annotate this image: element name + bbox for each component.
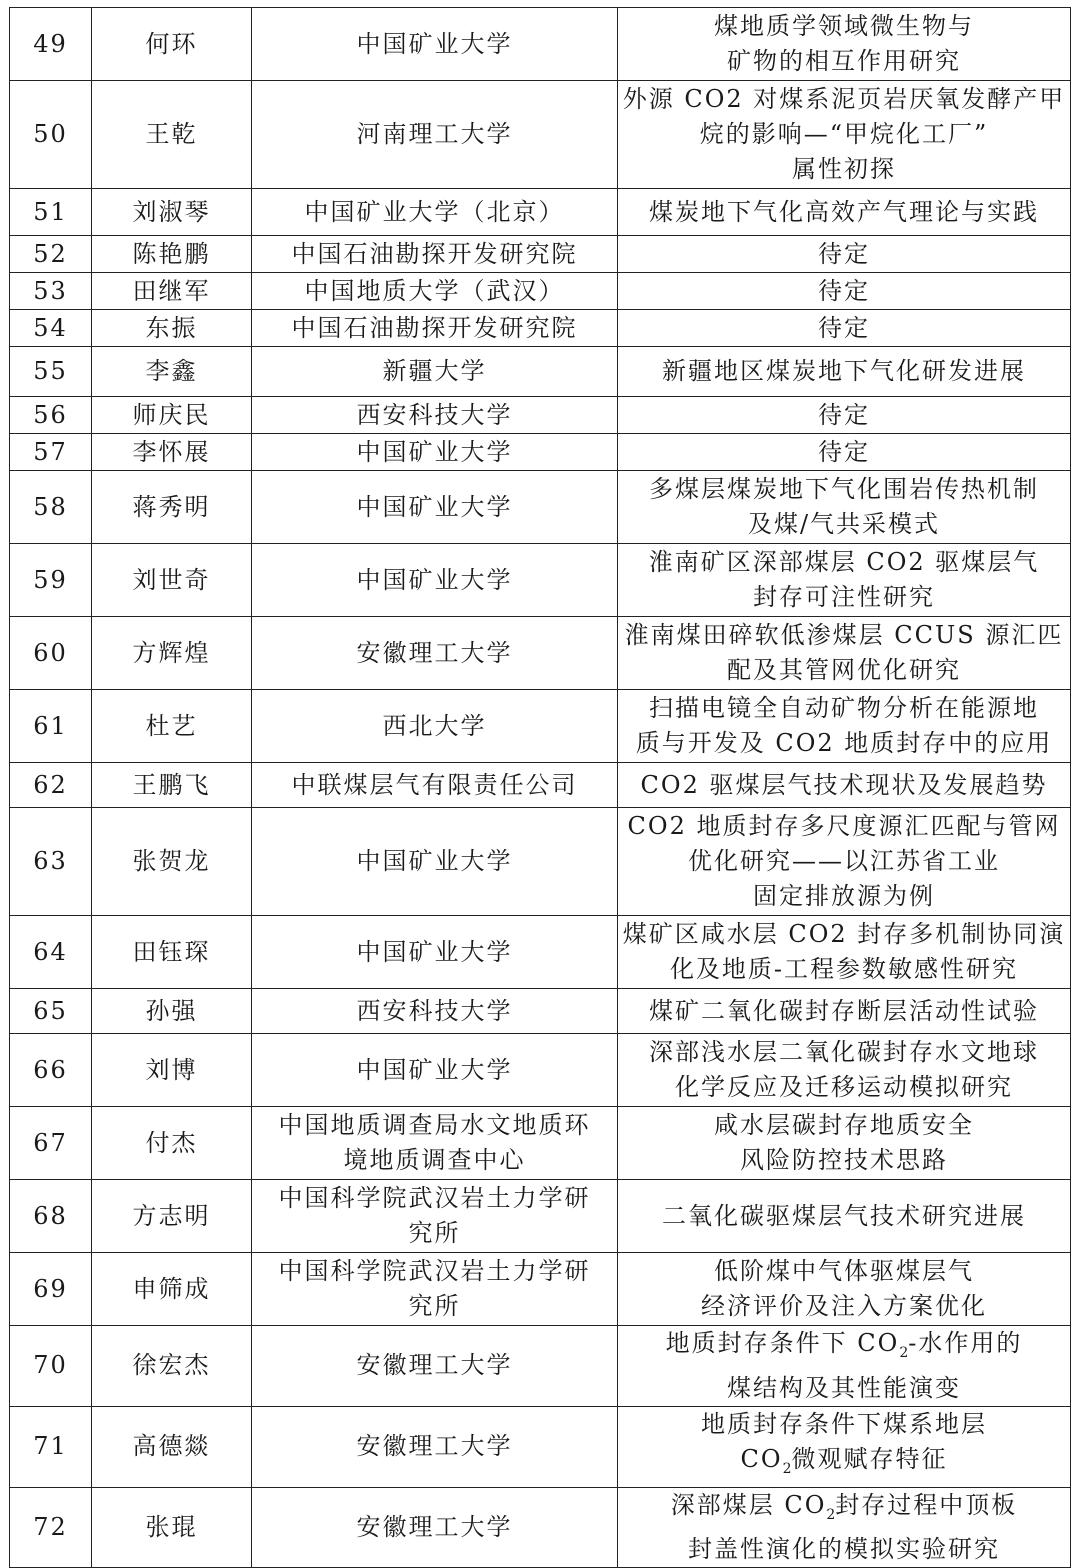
organization-line: 中国石油勘探开发研究院 [291, 239, 578, 268]
report-topic [618, 434, 1071, 471]
topic-text: 待定 [818, 276, 870, 305]
speaker-name: 师庆民 [92, 397, 252, 434]
report-topic [618, 347, 1071, 397]
organization-line: 中国矿业大学 [356, 492, 513, 521]
row-number: 63 [10, 808, 92, 916]
subscript-text: 2 [899, 1344, 909, 1361]
table-row [10, 347, 1071, 397]
row-number: 50 [10, 81, 92, 189]
topic-text: 淮南煤田碎软低渗煤层 CCUS 源汇匹 [624, 621, 1064, 649]
report-topic [618, 471, 1071, 544]
topic-text: 质与开发及 CO2 地质封存中的应用 [635, 729, 1053, 757]
topic-text: 新疆地区煤炭地下气化研发进展 [662, 357, 1026, 385]
organization-line: 中国矿业大学 [356, 565, 513, 594]
report-topic [618, 763, 1071, 808]
topic-line [622, 726, 1066, 761]
speaker-organization [252, 808, 618, 916]
topic-line [622, 1407, 1066, 1442]
table-row [10, 397, 1071, 434]
speaker-organization [252, 1487, 618, 1568]
row-number: 64 [10, 916, 92, 989]
speaker-organization [252, 397, 618, 434]
table-row [10, 8, 1071, 81]
topic-text: 封盖性演化的模拟实验研究 [688, 1535, 1000, 1564]
topic-text: 待定 [818, 400, 870, 429]
topic-text: 煤地质学领域微生物与 [714, 12, 974, 40]
table-row [10, 273, 1071, 310]
report-topic [618, 617, 1071, 690]
table-row [10, 471, 1071, 544]
table-row [10, 763, 1071, 808]
row-number: 70 [10, 1326, 92, 1407]
speaker-organization [252, 544, 618, 617]
topic-line [622, 691, 1066, 726]
speaker-organization [252, 273, 618, 310]
speaker-name: 张琨 [92, 1487, 252, 1568]
row-number: 52 [10, 236, 92, 273]
report-topic [618, 273, 1071, 310]
row-number: 55 [10, 347, 92, 397]
table-row [10, 81, 1071, 189]
speaker-organization [252, 434, 618, 471]
row-number: 60 [10, 617, 92, 690]
speaker-organization [252, 1406, 618, 1487]
speaker-name: 陈艳鹏 [92, 236, 252, 273]
table-row [10, 1180, 1071, 1253]
subscript-text: 2 [782, 1460, 792, 1477]
topic-line [622, 1199, 1066, 1234]
speaker-organization [252, 8, 618, 81]
speaker-organization [252, 347, 618, 397]
topic-line [622, 952, 1066, 987]
topic-text: 深部煤层 CO [670, 1490, 827, 1519]
speaker-organization [252, 81, 618, 189]
topic-line [622, 117, 1066, 152]
speaker-organization [252, 690, 618, 763]
topic-line [622, 1070, 1066, 1105]
topic-text: 煤矿二氧化碳封存断层活动性试验 [649, 996, 1039, 1025]
roster-body [10, 8, 1071, 1568]
organization-line: 安徽理工大学 [356, 1512, 513, 1541]
speaker-name: 王乾 [92, 81, 252, 189]
report-topic [618, 1180, 1071, 1253]
row-number: 53 [10, 273, 92, 310]
topic-line [622, 1289, 1066, 1324]
speaker-name: 李鑫 [92, 347, 252, 397]
topic-line [622, 311, 1066, 346]
organization-line: 中国地质调查局水文地质环 [278, 1111, 591, 1139]
topic-line [622, 237, 1066, 272]
speaker-organization [252, 763, 618, 808]
organization-line: 新疆大学 [382, 357, 487, 385]
speaker-name: 刘淑琴 [92, 189, 252, 236]
report-topic [618, 1253, 1071, 1326]
topic-line [622, 1488, 1066, 1533]
topic-text: 淮南矿区深部煤层 CO2 驱煤层气 [648, 548, 1040, 576]
speaker-name: 高德燚 [92, 1406, 252, 1487]
row-number: 59 [10, 544, 92, 617]
speaker-organization [252, 1326, 618, 1407]
row-number: 58 [10, 471, 92, 544]
report-topic [618, 310, 1071, 347]
topic-text: 优化研究——以江苏省工业 [688, 847, 1000, 875]
topic-text: 外源 CO2 对煤系泥页岩厌氧发酵产甲 [622, 85, 1066, 113]
topic-line [622, 653, 1066, 688]
report-topic [618, 989, 1071, 1034]
row-number: 66 [10, 1034, 92, 1107]
topic-line [622, 472, 1066, 507]
topic-text: 化及地质-工程参数敏感性研究 [669, 955, 1019, 983]
topic-line [622, 274, 1066, 309]
topic-text: CO2 驱煤层气技术现状及发展趋势 [640, 770, 1048, 799]
topic-text: 经济评价及注入方案优化 [701, 1292, 987, 1320]
topic-line [622, 195, 1066, 230]
topic-text: 封存过程中顶板 [835, 1490, 1018, 1519]
table-row [10, 1406, 1071, 1487]
speaker-name: 杜艺 [92, 690, 252, 763]
topic-line [622, 1532, 1066, 1567]
speaker-organization [252, 310, 618, 347]
report-topic [618, 808, 1071, 916]
topic-line [622, 398, 1066, 433]
speaker-name: 付杰 [92, 1107, 252, 1180]
topic-line [622, 507, 1066, 542]
speaker-name: 徐宏杰 [92, 1326, 252, 1407]
table-row [10, 808, 1071, 916]
organization-line: 中国矿业大学 [356, 1055, 513, 1084]
table-row [10, 989, 1071, 1034]
topic-text: 扫描电镜全自动矿物分析在能源地 [649, 694, 1039, 722]
row-number: 67 [10, 1107, 92, 1180]
speaker-organization [252, 1107, 618, 1180]
topic-line [622, 1442, 1066, 1487]
speaker-organization [252, 189, 618, 236]
topic-text: 煤炭地下气化高效产气理论与实践 [649, 197, 1039, 226]
topic-text: -水作用的 [908, 1329, 1023, 1357]
organization-line: 中联煤层气有限责任公司 [291, 770, 578, 799]
organization-line: 中国科学院武汉岩土力学研 [278, 1184, 591, 1212]
topic-text: 待定 [818, 239, 870, 268]
report-topic [618, 81, 1071, 189]
organization-line: 安徽理工大学 [356, 638, 513, 667]
speaker-name: 申筛成 [92, 1253, 252, 1326]
row-number: 57 [10, 434, 92, 471]
topic-text: 烷的影响—“甲烷化工厂” [699, 120, 989, 148]
topic-text: 深部浅水层二氧化碳封存水文地球 [649, 1038, 1039, 1066]
report-topic [618, 397, 1071, 434]
report-topic [618, 1034, 1071, 1107]
table-row [10, 1034, 1071, 1107]
topic-line [622, 435, 1066, 470]
topic-text: 待定 [818, 313, 870, 342]
organization-line: 中国石油勘探开发研究院 [291, 313, 578, 342]
report-topic [618, 1487, 1071, 1568]
row-number: 65 [10, 989, 92, 1034]
row-number: 69 [10, 1253, 92, 1326]
topic-text: 二氧化碳驱煤层气技术研究进展 [662, 1201, 1026, 1230]
speaker-name: 田继军 [92, 273, 252, 310]
report-topic [618, 544, 1071, 617]
topic-line [622, 152, 1066, 187]
speaker-name: 李怀展 [92, 434, 252, 471]
topic-line [622, 1108, 1066, 1143]
topic-line [622, 82, 1066, 117]
organization-line: 西安科技大学 [356, 400, 513, 429]
table-row [10, 617, 1071, 690]
table-row [10, 236, 1071, 273]
topic-line [622, 354, 1066, 389]
roster-table [9, 7, 1071, 1568]
speaker-organization [252, 1034, 618, 1107]
speaker-name: 何环 [92, 8, 252, 81]
row-number: 61 [10, 690, 92, 763]
topic-line [622, 768, 1066, 803]
row-number: 49 [10, 8, 92, 81]
topic-text: 低阶煤中气体驱煤层气 [714, 1257, 974, 1285]
topic-text: 待定 [818, 437, 870, 466]
organization-line: 中国矿业大学（北京） [304, 197, 565, 226]
speaker-name: 刘博 [92, 1034, 252, 1107]
topic-text: 及煤/气共采模式 [747, 510, 941, 538]
report-topic [618, 189, 1071, 236]
speaker-organization [252, 989, 618, 1034]
topic-line [622, 618, 1066, 653]
organization-line: 究所 [408, 1292, 461, 1320]
organization-line: 河南理工大学 [356, 120, 513, 148]
subscript-text: 2 [826, 1506, 836, 1523]
topic-text: 化学反应及迁移运动模拟研究 [675, 1073, 1013, 1101]
row-number: 62 [10, 763, 92, 808]
topic-text: 属性初探 [792, 155, 896, 183]
organization-line: 中国地质大学（武汉） [304, 276, 565, 305]
organization-line: 中国科学院武汉岩土力学研 [278, 1257, 591, 1285]
topic-line [622, 1035, 1066, 1070]
topic-text: 配及其管网优化研究 [727, 656, 961, 684]
topic-line [622, 545, 1066, 580]
report-topic [618, 8, 1071, 81]
speaker-name: 刘世奇 [92, 544, 252, 617]
report-topic [618, 1406, 1071, 1487]
speaker-name: 孙强 [92, 989, 252, 1034]
organization-line: 西北大学 [382, 711, 487, 740]
speaker-organization [252, 916, 618, 989]
table-row [10, 1326, 1071, 1407]
report-topic [618, 236, 1071, 273]
topic-text: 地质封存条件下煤系地层 [701, 1409, 987, 1438]
speaker-organization [252, 1253, 618, 1326]
organization-line: 究所 [408, 1219, 461, 1247]
organization-line: 安徽理工大学 [356, 1432, 513, 1461]
topic-text: 微观赋存特征 [791, 1444, 948, 1473]
speaker-organization [252, 617, 618, 690]
topic-line [622, 9, 1066, 44]
speaker-name: 东振 [92, 310, 252, 347]
topic-text: CO [740, 1444, 783, 1473]
topic-line [622, 917, 1066, 952]
organization-line: 中国矿业大学 [356, 847, 513, 875]
table-row [10, 1487, 1071, 1568]
topic-text: 地质封存条件下 CO [665, 1329, 900, 1357]
table-row [10, 189, 1071, 236]
topic-line [622, 580, 1066, 615]
speaker-name: 方辉煌 [92, 617, 252, 690]
organization-line: 安徽理工大学 [356, 1351, 513, 1380]
speaker-organization [252, 471, 618, 544]
topic-text: 煤结构及其性能演变 [727, 1373, 961, 1402]
topic-text: 封存可注性研究 [753, 583, 935, 611]
row-number: 56 [10, 397, 92, 434]
organization-line: 中国矿业大学 [356, 437, 513, 466]
topic-line [622, 994, 1066, 1029]
speaker-name: 蒋秀明 [92, 471, 252, 544]
topic-line [622, 809, 1066, 844]
organization-line: 境地质调查中心 [343, 1146, 526, 1174]
speaker-name: 田钰琛 [92, 916, 252, 989]
topic-text: 固定排放源为例 [753, 882, 935, 910]
table-row [10, 1253, 1071, 1326]
speaker-organization [252, 236, 618, 273]
topic-text: 风险防控技术思路 [740, 1146, 948, 1174]
topic-text: 咸水层碳封存地质安全 [714, 1111, 974, 1139]
topic-text: CO2 地质封存多尺度源汇匹配与管网 [627, 812, 1061, 840]
table-row [10, 916, 1071, 989]
speaker-organization [252, 1180, 618, 1253]
topic-text: 煤矿区咸水层 CO2 封存多机制协同演 [622, 920, 1066, 948]
table-row [10, 434, 1071, 471]
report-topic [618, 1107, 1071, 1180]
table-row [10, 1107, 1071, 1180]
table-row [10, 544, 1071, 617]
organization-line: 中国矿业大学 [356, 29, 513, 58]
speaker-name: 方志明 [92, 1180, 252, 1253]
topic-line [622, 1254, 1066, 1289]
speaker-name: 王鹏飞 [92, 763, 252, 808]
topic-line [622, 1326, 1066, 1371]
row-number: 51 [10, 189, 92, 236]
row-number: 54 [10, 310, 92, 347]
table-row [10, 690, 1071, 763]
speaker-name: 张贺龙 [92, 808, 252, 916]
topic-line [622, 1371, 1066, 1406]
row-number: 71 [10, 1406, 92, 1487]
topic-line [622, 1143, 1066, 1178]
row-number: 72 [10, 1487, 92, 1568]
topic-line [622, 844, 1066, 879]
report-topic [618, 916, 1071, 989]
row-number: 68 [10, 1180, 92, 1253]
report-topic [618, 1326, 1071, 1407]
topic-text: 多煤层煤炭地下气化围岩传热机制 [649, 475, 1039, 503]
table-row [10, 310, 1071, 347]
topic-line [622, 879, 1066, 914]
report-topic [618, 690, 1071, 763]
topic-line [622, 44, 1066, 79]
topic-text: 矿物的相互作用研究 [727, 47, 961, 75]
organization-line: 中国矿业大学 [356, 937, 513, 966]
organization-line: 西安科技大学 [356, 996, 513, 1025]
